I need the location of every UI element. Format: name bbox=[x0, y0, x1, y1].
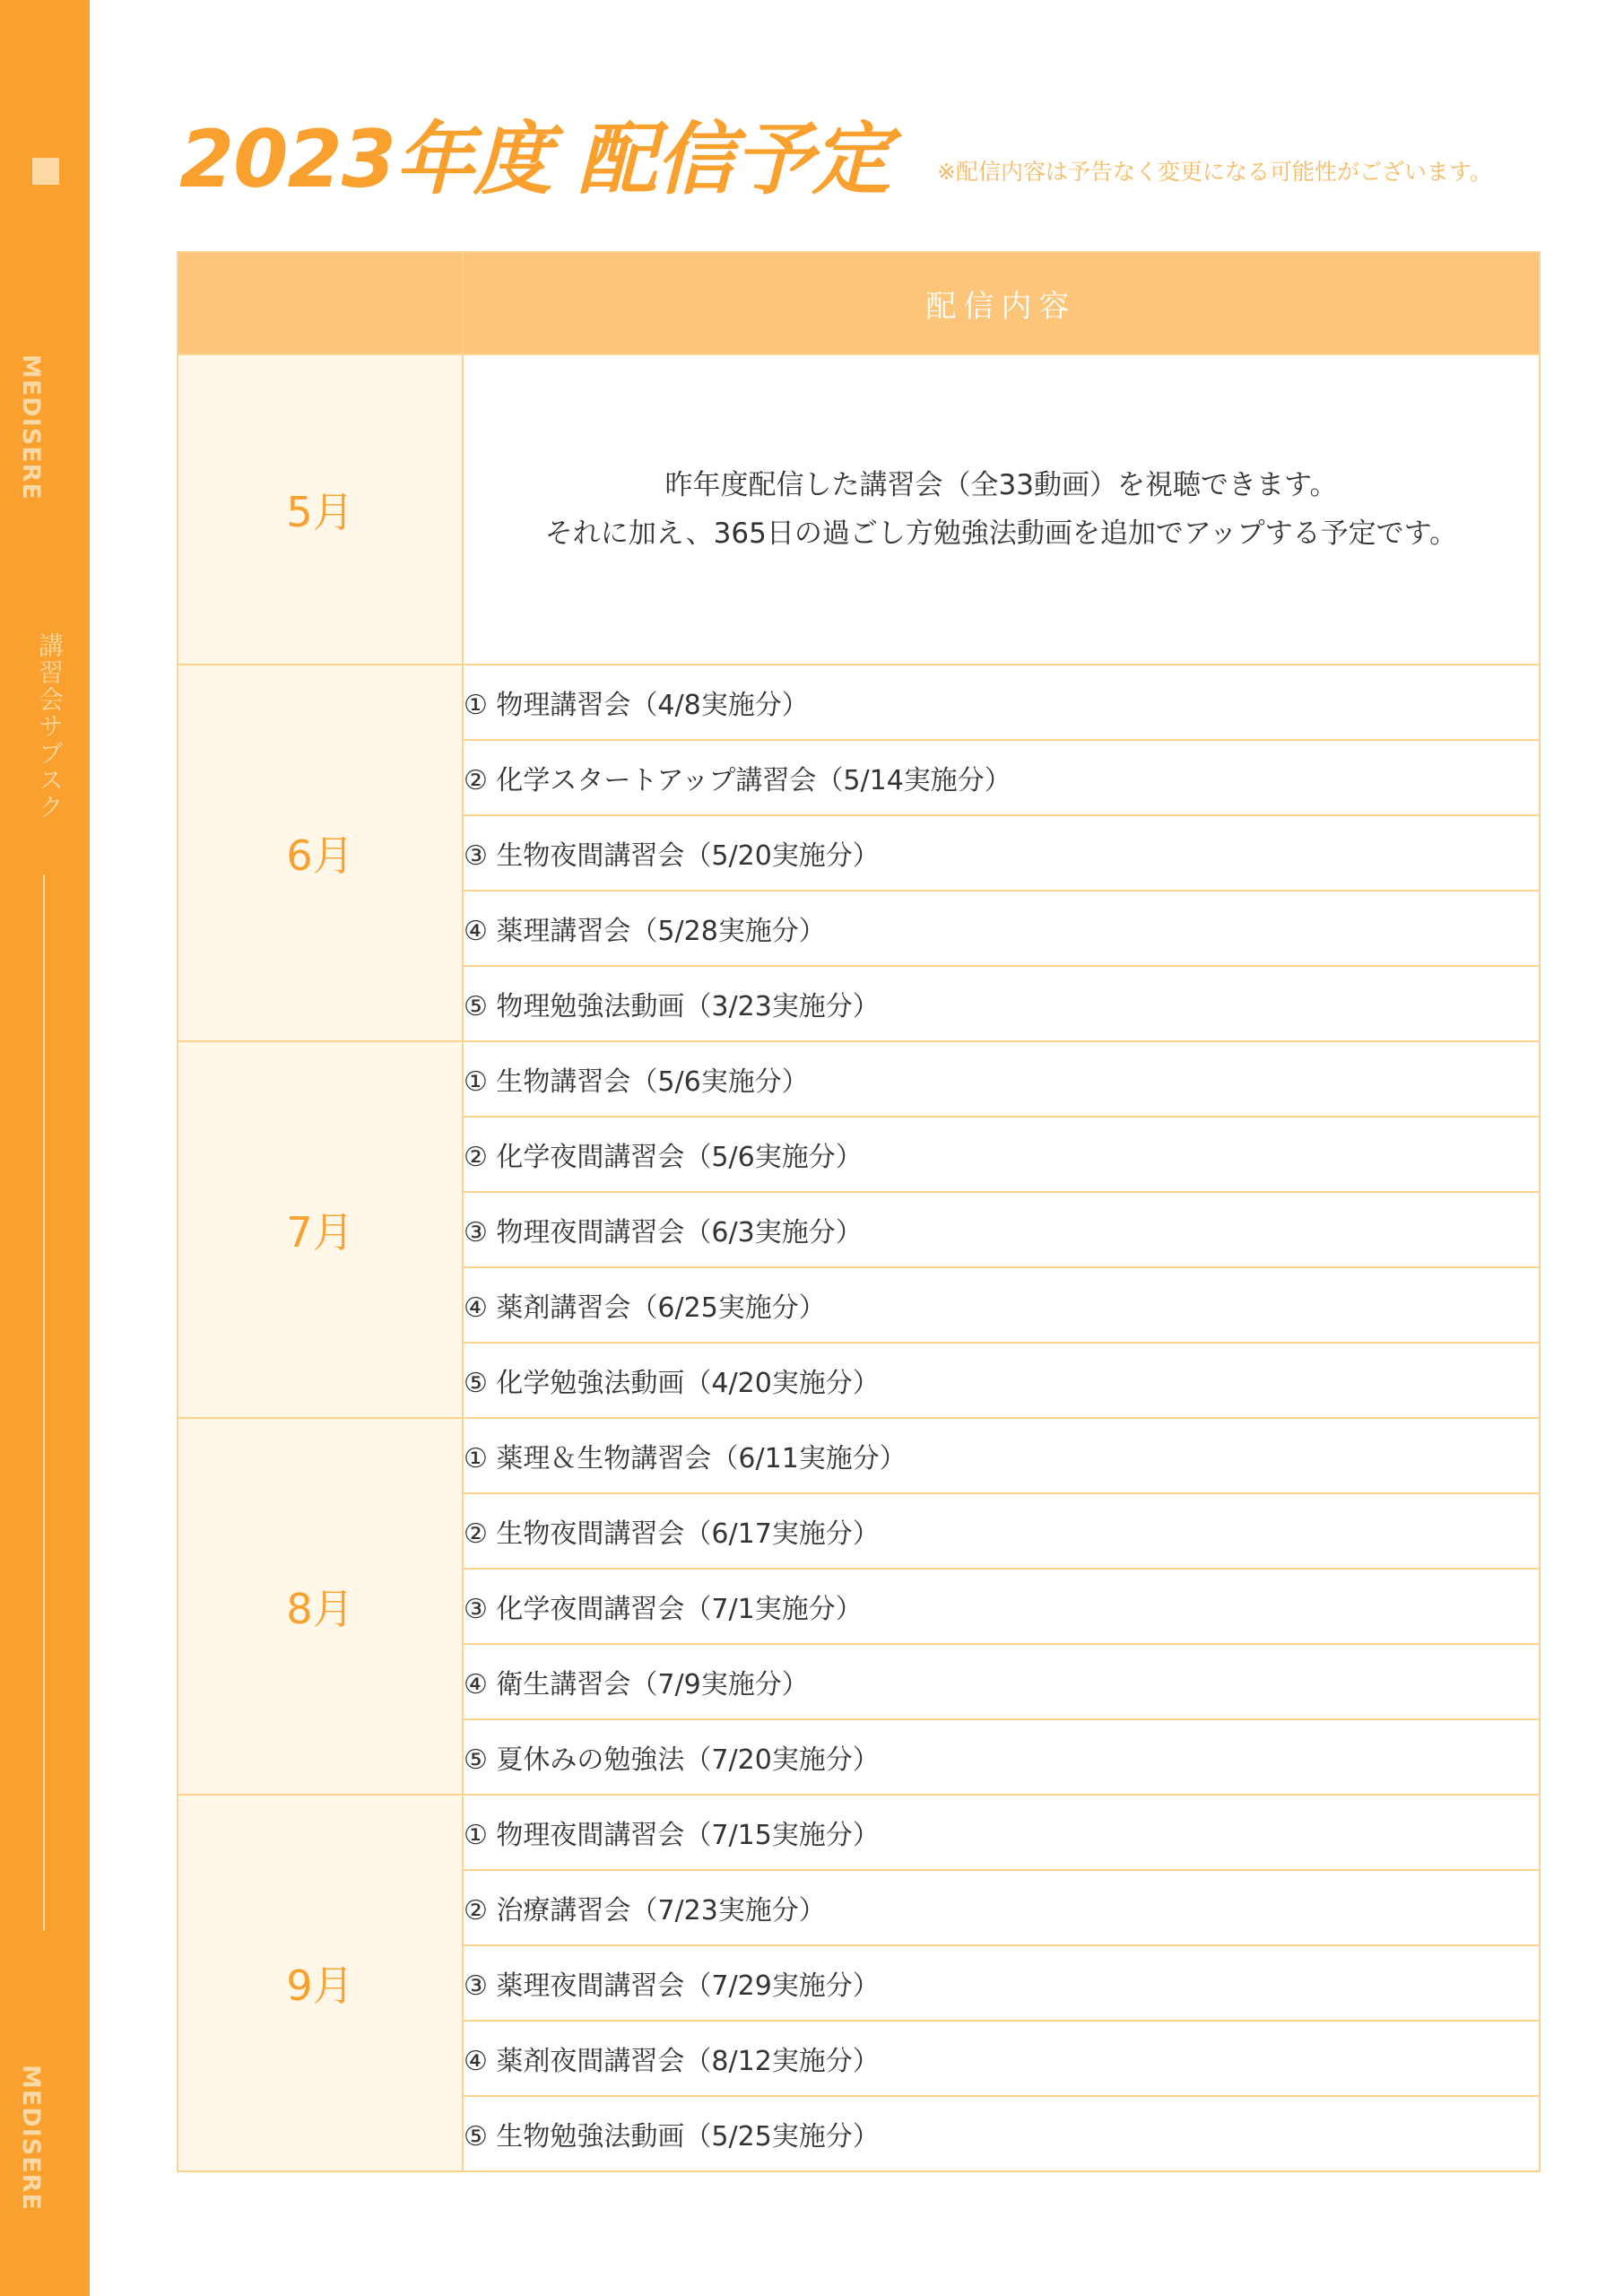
page-title: 2023年度 配信予定 bbox=[179, 113, 890, 205]
table-row bbox=[178, 1418, 1540, 1493]
schedule-item: ① 物理講習会（4/8実施分） bbox=[463, 665, 1540, 740]
table-row bbox=[178, 1041, 1540, 1117]
month-cell: 8月 bbox=[178, 1418, 463, 1795]
schedule-item: ① 物理夜間講習会（7/15実施分） bbox=[463, 1795, 1540, 1870]
schedule-item: ⑤ 物理勉強法動画（3/23実施分） bbox=[463, 966, 1540, 1041]
schedule-item: ③ 薬理夜間講習会（7/29実施分） bbox=[463, 1945, 1540, 2021]
sidebar-brand-bottom: MEDISERE bbox=[17, 2065, 45, 2211]
sidebar-brand-top: MEDISERE bbox=[17, 354, 45, 500]
schedule-item: ② 化学夜間講習会（5/6実施分） bbox=[463, 1117, 1540, 1192]
month-column-header bbox=[178, 252, 463, 354]
sidebar bbox=[0, 0, 90, 2296]
month-cell: 5月 bbox=[178, 354, 463, 665]
schedule-item: ② 生物夜間講習会（6/17実施分） bbox=[463, 1493, 1540, 1569]
schedule-item: ⑤ 夏休みの勉強法（7/20実施分） bbox=[463, 1719, 1540, 1795]
schedule-item: ③ 化学夜間講習会（7/1実施分） bbox=[463, 1569, 1540, 1644]
schedule-table bbox=[177, 251, 1541, 2172]
schedule-item: ② 化学スタートアップ講習会（5/14実施分） bbox=[463, 740, 1540, 815]
change-notice: ※配信内容は予告なく変更になる可能性がございます。 bbox=[937, 159, 1492, 185]
table-header-row bbox=[178, 252, 1540, 354]
schedule-item: ④ 薬理講習会（5/28実施分） bbox=[463, 891, 1540, 966]
sidebar-square-icon bbox=[32, 158, 59, 185]
may-description-line-1: 昨年度配信した講習会（全33動画）を視聴できます。 bbox=[664, 469, 1338, 501]
schedule-item: ③ 生物夜間講習会（5/20実施分） bbox=[463, 815, 1540, 891]
schedule-item: ① 生物講習会（5/6実施分） bbox=[463, 1041, 1540, 1117]
table-row-may bbox=[178, 354, 1540, 665]
schedule-item: ④ 薬剤講習会（6/25実施分） bbox=[463, 1267, 1540, 1343]
schedule-item: ③ 物理夜間講習会（6/3実施分） bbox=[463, 1192, 1540, 1267]
content-column-header: 配信内容 bbox=[463, 252, 1540, 354]
schedule-item: ④ 薬剤夜間講習会（8/12実施分） bbox=[463, 2021, 1540, 2096]
schedule-item: ④ 衛生講習会（7/9実施分） bbox=[463, 1644, 1540, 1719]
month-cell: 6月 bbox=[178, 665, 463, 1041]
schedule-item: ⑤ 生物勉強法動画（5/25実施分） bbox=[463, 2096, 1540, 2171]
sidebar-divider bbox=[43, 874, 45, 1931]
schedule-item: ② 治療講習会（7/23実施分） bbox=[463, 1870, 1540, 1945]
month-cell: 9月 bbox=[178, 1795, 463, 2171]
table-row bbox=[178, 1795, 1540, 1870]
table-row bbox=[178, 665, 1540, 740]
sidebar-subtitle: 講習会サブスク bbox=[35, 632, 65, 821]
schedule-item: ① 薬理＆生物講習会（6/11実施分） bbox=[463, 1418, 1540, 1493]
may-description-line-2: それに加え、365日の過ごし方勉強法動画を追加でアップする予定です。 bbox=[544, 517, 1458, 550]
month-cell: 7月 bbox=[178, 1041, 463, 1418]
may-description bbox=[463, 354, 1540, 665]
schedule-item: ⑤ 化学勉強法動画（4/20実施分） bbox=[463, 1343, 1540, 1418]
